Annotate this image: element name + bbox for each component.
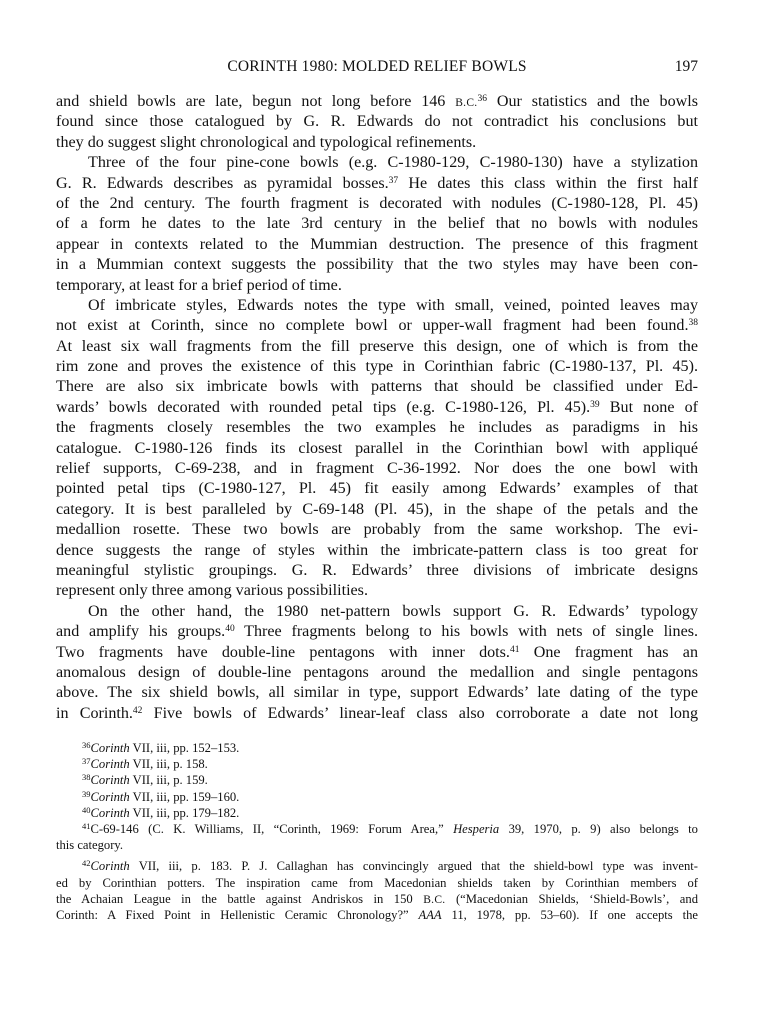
paragraph-1-line-1: and shield bowls are late, begun not long before 146 B.C.$^{36}$ Our statistics and the bowls <box>56 93 698 110</box>
footnote-42-line-2: ed by Corinthian potters. The inspiration came from Macedonian shields taken by Corinthian members of <box>56 875 698 890</box>
paragraph-4-line-2: and amplify his groups.$^{40}$ Three fragments belong to his bowls with nets of single lines. <box>56 623 699 641</box>
paragraph-4-line-3: Two fragments have double-line pentagons with inner dots.$^{41}$ One fragment has an <box>56 643 698 661</box>
footnote-42-line-4: Corinth: A Fixed Point in Hellenistic Ceramic Chronology?” AAA 11, 1978, pp. 53–60). If one accepts the <box>56 907 698 922</box>
footnote-40: $^{40}$Corinth VII, iii, pp. 179–182. <box>82 804 240 820</box>
paragraph-3-line-3: At least six wall fragments from the fill preserve this design, one of which is from the <box>56 337 698 355</box>
paragraph-4-line-4: anomalous design of double-line pentagons around the medallion and single pentagons <box>56 663 698 681</box>
footnote-ref-37[interactable]: 37 <box>388 175 399 186</box>
paragraph-2-line-1: Three of the four pine-cone bowls (e.g. C-1980-129, C-1980-130) have a stylization <box>88 154 698 172</box>
body-text <box>56 92 698 724</box>
footnote-36: $^{36}$Corinth VII, iii, pp. 152–153. <box>82 740 240 755</box>
paragraph-1-line-3: they do suggest slight chronological and typological refinements. <box>56 133 477 151</box>
footnote-41-line-1: $^{41}$C-69-146 (C. K. Williams, II, “Corinth, 1969: Forum Area,” Hesperia 39, 1970, p. 9) also belongs to <box>82 820 698 836</box>
footnote-38: $^{38}$Corinth VII, iii, p. 159. <box>82 772 208 788</box>
footnote-39: $^{39}$Corinth VII, iii, pp. 159–160. <box>82 788 240 804</box>
paragraph-3-line-12: medallion rosette. These two bowls are probably from the same workshop. The evi- <box>56 521 698 539</box>
footnote-37: $^{37}$Corinth VII, iii, p. 158. <box>82 756 208 772</box>
paragraph-2-line-4: of a form he dates to the late 3rd century in the belief that no bowls with nodules <box>56 215 698 233</box>
paragraph-2-line-7: temporary, at least for a brief period of time. <box>56 276 342 294</box>
paragraph-2-line-2: G. R. Edwards describes as pyramidal bosses.$^{37}$ He dates this class within the first half <box>56 174 698 192</box>
paragraph-3-line-2: not exist at Corinth, since no complete bowl or upper-wall fragment had been found.$^{38}$ <box>56 317 698 335</box>
footnote-42-line-1: $^{42}$Corinth VII, iii, p. 183. P. J. Callaghan has convincingly argued that the shield-bowl type was invent- <box>82 858 698 874</box>
footnotes <box>56 740 698 923</box>
paragraph-3-line-7: the fragments closely resembles the two examples he includes as paradigms in his <box>56 419 698 437</box>
paragraph-2-line-5: appear in contexts related to the Mummian destruction. The presence of this fragment <box>56 235 698 253</box>
paragraph-1-line-2: found since those catalogued by G. R. Edwards do not contradict his conclusions but <box>56 113 698 131</box>
paragraph-4-line-5: above. The six shield bowls, all similar in type, support Edwards’ late dating of the type <box>56 684 698 702</box>
paragraph-3-line-15: represent only three among various possibilities. <box>56 582 368 600</box>
footnote-41-line-2: this category. <box>56 838 124 853</box>
paragraph-3-line-1: Of imbricate styles, Edwards notes the type with small, veined, pointed leaves may <box>88 296 698 314</box>
paragraph-2-line-6: in a Mummian context suggests the possibility that the two styles may have been con- <box>56 256 698 274</box>
paragraph-4-line-1: On the other hand, the 1980 net-pattern bowls support G. R. Edwards’ typology <box>88 602 698 620</box>
paragraph-2-line-3: of the 2nd century. The fourth fragment is decorated with nodules (C-1980-128, Pl. 45) <box>56 194 698 212</box>
paragraph-3-line-8: catalogue. C-1980-126 finds its closest parallel in the Corinthian bowl with appliqué <box>56 439 698 457</box>
footnote-ref-42[interactable]: 42 <box>132 705 143 716</box>
paragraph-3-line-14: meaningful stylistic groupings. G. R. Edwards’ three divisions of imbricate designs <box>56 561 698 579</box>
paragraph-3-line-6: wards’ bowls decorated with rounded petal tips (e.g. C-1980-126, Pl. 45).$^{39}$ But none of <box>56 398 699 416</box>
paragraph-3-line-11: category. It is best paralleled by C-69-148 (Pl. 45), in the shape of the petals and the <box>56 500 698 518</box>
paragraph-4-line-6: in Corinth.$^{42}$ Five bowls of Edwards’ linear-leaf class also corroborate a date not long <box>56 704 698 722</box>
paragraph-3-line-13: dence suggests the range of styles within the imbricate-pattern class is too great for <box>56 541 698 559</box>
paragraph-3-line-10: pointed petal tips (C-1980-127, Pl. 45) fit easily among Edwards’ examples of that <box>56 480 698 498</box>
running-header <box>56 58 698 78</box>
footnote-ref-41[interactable]: 41 <box>509 644 520 655</box>
paragraph-3-line-9: relief supports, C-69-238, and in fragment C-36-1992. Nor does the one bowl with <box>56 460 698 478</box>
footnote-ref-39[interactable]: 39 <box>590 399 600 410</box>
footnote-ref-38[interactable]: 38 <box>688 318 698 329</box>
header-title: CORINTH 1980: MOLDED RELIEF BOWLS <box>227 58 527 75</box>
footnote-42-line-3: the Achaian League in the battle against Andriskos in 150 B.C. (“Macedonian Shields, ‘Shield-Bowls’, and <box>56 891 698 906</box>
footnote-ref-36[interactable]: 36 <box>477 94 487 104</box>
page-number: 197 <box>674 58 698 75</box>
paragraph-3-line-4: rim zone and proves the existence of this type in Corinthian fabric (C-1980-137, Pl. 45). <box>56 358 698 376</box>
paragraph-3-line-5: There are also six imbricate bowls with patterns that should be classified under Ed- <box>56 378 698 396</box>
footnote-ref-40[interactable]: 40 <box>225 624 235 635</box>
